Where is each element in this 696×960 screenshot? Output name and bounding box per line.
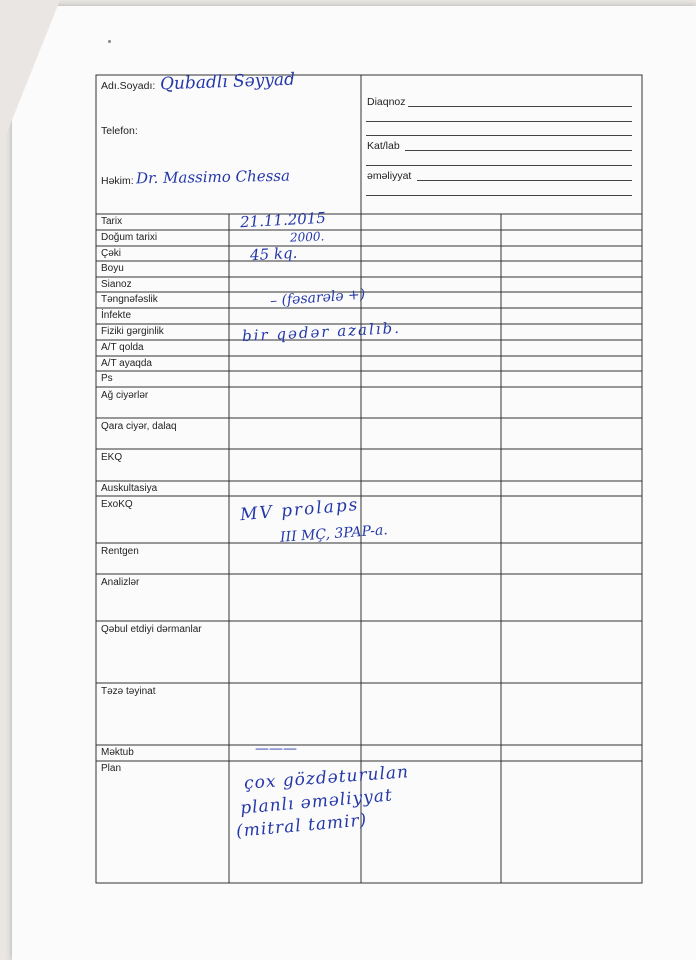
row-label-ag-ciyerler: Ağ ciyərlər [101, 390, 149, 401]
diagnosis-label: Diaqnoz [367, 96, 406, 108]
name-label: Adı.Soyadı: [101, 80, 156, 92]
value-exokq: MV prolaps [239, 494, 361, 526]
operation-label: əməliyyat [367, 170, 412, 182]
diagnosis-line-2 [366, 121, 632, 122]
row-label-tarix: Tarix [101, 216, 123, 227]
value-ceki: 45 kq. [249, 243, 298, 265]
operation-line [417, 180, 632, 181]
row-label-boyu: Boyu [101, 263, 124, 274]
row-label-exokq: ExoKQ [101, 499, 133, 510]
row-label-plan: Plan [101, 763, 122, 774]
value-rentgen: III MÇ, 3PAP-a. [279, 522, 389, 546]
diagnosis-line-3 [366, 135, 632, 136]
catlab-line [405, 150, 632, 151]
operation-line-2 [366, 195, 632, 196]
diagnosis-line [408, 106, 632, 107]
value-tarix: 21.11.2015 [239, 208, 327, 232]
row-label-infekte: İnfekte [101, 310, 132, 321]
row-label-sianoz: Sianoz [101, 279, 132, 290]
plan-line-1: çox gözdəturulan [243, 762, 410, 794]
phone-label: Telefon: [101, 125, 138, 137]
row-label-dogum-tarixi: Doğum tarixi [101, 232, 158, 243]
value-tengnefeslik: – (fəsarələ +) [269, 286, 366, 310]
catlab-label: Kat/lab [367, 140, 400, 152]
row-label-tengnefeslik: Təngnəfəslik [101, 294, 158, 305]
row-label-teze-teyinat: Təzə təyinat [101, 686, 156, 697]
row-label-at-qolda: A/T qolda [101, 342, 144, 353]
row-label-ekq: EKQ [101, 452, 123, 463]
row-label-fiziki-gerginlik: Fiziki gərginlik [101, 326, 164, 337]
plan-line-2: planlı əməliyyat [239, 785, 394, 819]
plan-line-3: (mitral tamir) [235, 810, 369, 842]
row-label-rentgen: Rentgen [101, 546, 139, 557]
row-label-at-ayaqda: A/T ayaqda [101, 358, 152, 369]
row-label-qebul-dermanlar: Qəbul etdiyi dərmanlar [101, 624, 202, 635]
row-label-analizler: Analizlər [101, 577, 140, 588]
row-label-ps: Ps [101, 373, 113, 384]
row-label-mektub: Məktub [101, 747, 134, 758]
doctor-value: Dr. Massimo Chessa [135, 166, 291, 188]
value-dogum-tarixi: 2000. [289, 229, 325, 245]
row-label-ceki: Çəki [101, 248, 122, 259]
value-fiziki-gerginlik: bir qədər azalıb. [241, 318, 402, 346]
row-label-auskultasiya: Auskultasiya [101, 483, 158, 494]
doctor-label: Həkim: [101, 175, 134, 187]
name-value: Qubadlı Səyyad [159, 69, 296, 95]
catlab-line-2 [366, 165, 632, 166]
value-mektub: ——— [255, 741, 297, 757]
row-label-qara-ciyer: Qara ciyər, dalaq [101, 421, 177, 432]
